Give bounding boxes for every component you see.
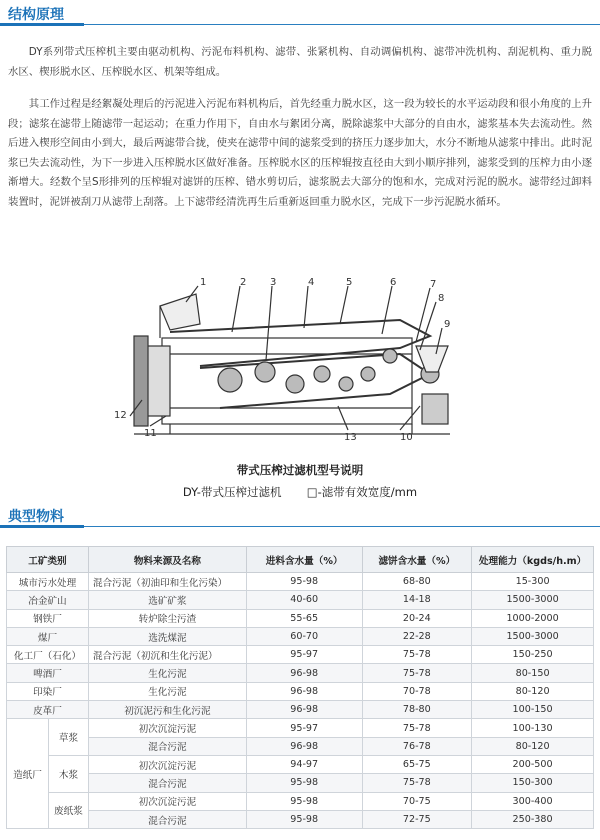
- divider-accent: [0, 525, 84, 528]
- part-label-6: 6: [390, 277, 397, 288]
- paragraph-composition: DY系列带式压榨机主要由驱动机构、污泥布料机构、滤带、张紧机构、自动调偏机构、滤带冲洗机构、刮泥机构、重力脱水区、楔形脱水区、压榨脱水区、机架等组成。: [8, 46, 592, 78]
- material-cell: 转炉除尘污渣: [88, 609, 246, 627]
- material-cell: 混合污泥: [88, 810, 246, 828]
- cake-moisture-cell: 68-80: [362, 573, 472, 591]
- feed-moisture-cell: 96-98: [246, 664, 362, 682]
- table-row: [7, 792, 594, 810]
- part-label-7: 7: [430, 279, 437, 290]
- feed-moisture-cell: 96-98: [246, 737, 362, 755]
- capacity-cell: 80-120: [472, 737, 594, 755]
- category-cell-paper: 造纸厂: [7, 719, 49, 829]
- divider: [0, 24, 600, 25]
- section-header-materials: [0, 504, 600, 528]
- capacity-cell: 1500-3000: [472, 591, 594, 609]
- feed-moisture-cell: 95-98: [246, 573, 362, 591]
- cake-moisture-cell: 75-78: [362, 664, 472, 682]
- material-cell: 选矿矿浆: [88, 591, 246, 609]
- section-title: 结构原理: [8, 7, 64, 23]
- part-label-3: 3: [270, 277, 277, 288]
- caption-model: DY-带式压榨过滤机: [182, 485, 282, 499]
- table-row: [7, 646, 594, 664]
- table-row: [7, 609, 594, 627]
- part-label-8: 8: [438, 293, 445, 304]
- cake-moisture-cell: 22-28: [362, 627, 472, 645]
- capacity-cell: 150-250: [472, 646, 594, 664]
- material-cell: 选洗煤泥: [88, 627, 246, 645]
- cake-moisture-cell: 65-75: [362, 755, 472, 773]
- part-label-1: 1: [200, 277, 207, 288]
- category-cell: 煤厂: [7, 627, 89, 645]
- divider: [0, 526, 600, 527]
- pulp-type-cell: 废纸浆: [48, 792, 88, 829]
- material-cell: 混合污泥（初沉和生化污泥）: [88, 646, 246, 664]
- belt-press-diagram: [100, 276, 520, 456]
- capacity-cell: 1000-2000: [472, 609, 594, 627]
- material-cell: 初次沉淀污泥: [88, 719, 246, 737]
- materials-table: [6, 546, 594, 829]
- material-cell: 初次沉淀污泥: [88, 792, 246, 810]
- part-label-11: 11: [144, 428, 157, 439]
- part-label-2: 2: [240, 277, 247, 288]
- material-cell: 混合污泥: [88, 774, 246, 792]
- part-label-12: 12: [114, 410, 127, 421]
- part-label-9: 9: [444, 319, 451, 330]
- column-header: 进料含水量（%）: [246, 547, 362, 573]
- category-cell: 冶金矿山: [7, 591, 89, 609]
- section-header-structure: [0, 2, 600, 26]
- material-cell: 混合污泥: [88, 737, 246, 755]
- category-cell: 城市污水处理: [7, 573, 89, 591]
- cake-moisture-cell: 75-78: [362, 719, 472, 737]
- feed-moisture-cell: 40-60: [246, 591, 362, 609]
- feed-moisture-cell: 96-98: [246, 682, 362, 700]
- cake-moisture-cell: 14-18: [362, 591, 472, 609]
- part-label-13: 13: [344, 432, 357, 443]
- category-cell: 化工厂（石化）: [7, 646, 89, 664]
- table-row: [7, 682, 594, 700]
- feed-moisture-cell: 95-98: [246, 810, 362, 828]
- feed-moisture-cell: 95-98: [246, 792, 362, 810]
- material-cell: 初次沉淀污泥: [88, 755, 246, 773]
- feed-moisture-cell: 60-70: [246, 627, 362, 645]
- column-header: 工矿类别: [7, 547, 89, 573]
- part-label-4: 4: [308, 277, 315, 288]
- part-label-5: 5: [346, 277, 353, 288]
- cake-moisture-cell: 20-24: [362, 609, 472, 627]
- section-title: 典型物料: [8, 509, 64, 525]
- feed-moisture-cell: 95-98: [246, 774, 362, 792]
- cake-moisture-cell: 76-78: [362, 737, 472, 755]
- feed-moisture-cell: 96-98: [246, 701, 362, 719]
- table-row: [7, 701, 594, 719]
- capacity-cell: 100-150: [472, 701, 594, 719]
- pulp-type-cell: 草浆: [48, 719, 88, 756]
- cake-moisture-cell: 70-75: [362, 792, 472, 810]
- capacity-cell: 250-380: [472, 810, 594, 828]
- material-cell: 初沉泥污和生化污泥: [88, 701, 246, 719]
- cake-moisture-cell: 72-75: [362, 810, 472, 828]
- cake-moisture-cell: 75-78: [362, 646, 472, 664]
- capacity-cell: 100-130: [472, 719, 594, 737]
- column-header: 处理能力（kgds/h.m）: [472, 547, 594, 573]
- table-row: [7, 737, 594, 755]
- capacity-cell: 80-120: [472, 682, 594, 700]
- table-header-row: [7, 547, 594, 573]
- diagram-caption-model: [0, 484, 600, 500]
- cake-moisture-cell: 78-80: [362, 701, 472, 719]
- table-row: [7, 774, 594, 792]
- pulp-type-cell: 木浆: [48, 755, 88, 792]
- category-cell: 啤酒厂: [7, 664, 89, 682]
- table-row: [7, 755, 594, 773]
- category-cell: 皮革厂: [7, 701, 89, 719]
- capacity-cell: 300-400: [472, 792, 594, 810]
- diagram-caption-title: 带式压榨过滤机型号说明: [236, 463, 364, 477]
- inlet-hood: [160, 294, 200, 330]
- category-cell: 印染厂: [7, 682, 89, 700]
- table-row: [7, 664, 594, 682]
- table-row: [7, 573, 594, 591]
- material-cell: 生化污泥: [88, 682, 246, 700]
- part-label-10: 10: [400, 432, 413, 443]
- table-row: [7, 719, 594, 737]
- feed-moisture-cell: 94-97: [246, 755, 362, 773]
- feed-moisture-cell: 55-65: [246, 609, 362, 627]
- feed-moisture-cell: 95-97: [246, 646, 362, 664]
- paragraph-process: 其工作过程是经絮凝处理后的污泥进入污泥布料机构后，首先经重力脱水区，这一段为较长的水平运动段和很小角度的上升段；滤浆在滤带上随滤带一起运动；在重力作用下，自由水与絮团分离，脱除滤浆中大部分的自由水，滤浆基本失去流动性。然后进入楔形空间由小到大，最后两滤带合拢，使夹在滤带中间的滤浆受到的挤压力逐步加大，水分不断地从滤浆中排出。此时泥浆已失去流动性，为下一步进入压榨脱水区做好准备。压榨脱水区的压榨辊按直径由大到小顺序排列，滤浆受到的压榨力由小逐渐增大。经数个呈S形排列的压榨辊对滤饼的压榨、错水剪切后，滤浆脱去大部分的饱和水，完成对污泥的脱水。滤带经过卸料装置时，泥饼被刮刀从滤带上刮落。上下滤带经清洗再生后重新返回重力脱水区，完成下一步污泥脱水循环。: [8, 98, 592, 208]
- cake-moisture-cell: 75-78: [362, 774, 472, 792]
- column-header: 滤饼含水量（%）: [362, 547, 472, 573]
- capacity-cell: 150-300: [472, 774, 594, 792]
- table-row: [7, 810, 594, 828]
- table-row: [7, 591, 594, 609]
- material-cell: 生化污泥: [88, 664, 246, 682]
- material-cell: 混合污泥（初油印和生化污染）: [88, 573, 246, 591]
- table-row: [7, 627, 594, 645]
- category-cell: 钢铁厂: [7, 609, 89, 627]
- cake-moisture-cell: 70-78: [362, 682, 472, 700]
- capacity-cell: 200-500: [472, 755, 594, 773]
- caption-width-note: □-滤带有效宽度/mm: [306, 485, 418, 499]
- feed-moisture-cell: 95-97: [246, 719, 362, 737]
- capacity-cell: 1500-3000: [472, 627, 594, 645]
- capacity-cell: 15-300: [472, 573, 594, 591]
- capacity-cell: 80-150: [472, 664, 594, 682]
- column-header: 物料来源及名称: [88, 547, 246, 573]
- divider-accent: [0, 23, 84, 26]
